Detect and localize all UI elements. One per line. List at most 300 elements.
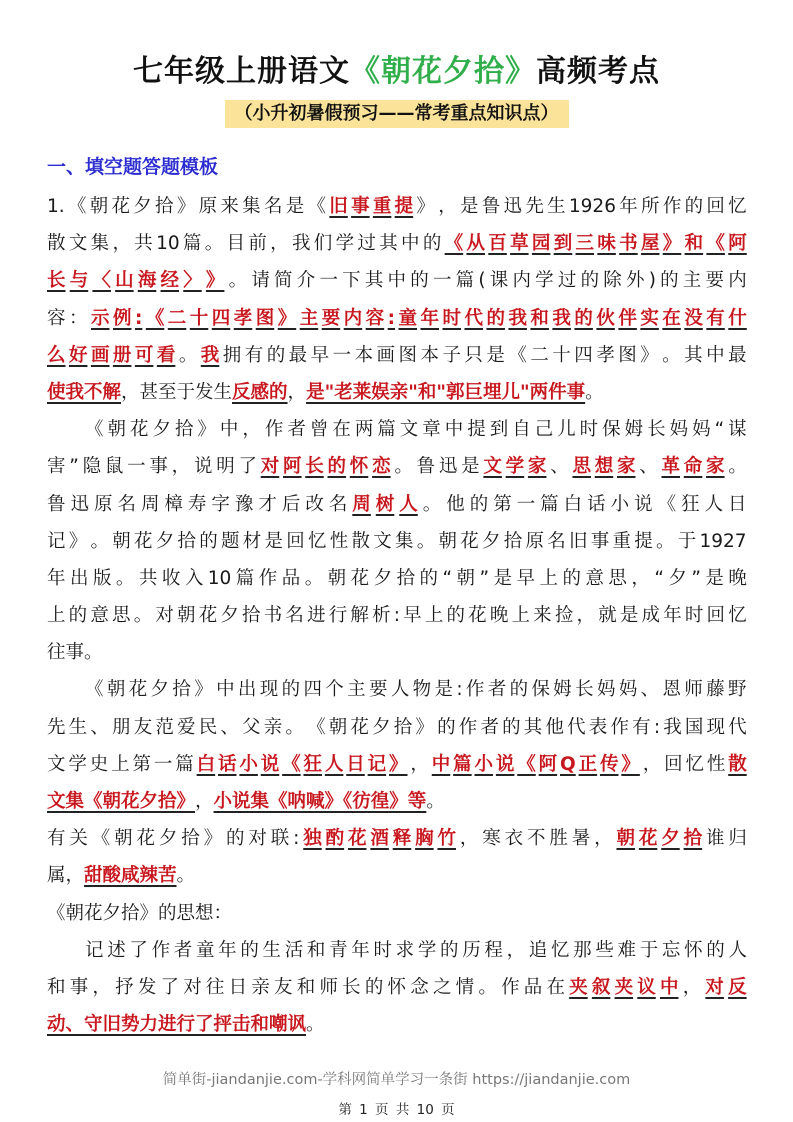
body-text-run: 代 <box>567 716 586 738</box>
body-text-run: 回 <box>706 196 725 217</box>
body-text-run: 朝 <box>438 530 458 552</box>
answer-highlight: 图 <box>255 307 275 329</box>
body-text-run: 旧 <box>569 530 588 552</box>
body-text-run: 要 <box>368 679 388 701</box>
answer-highlight: 使我不解 <box>47 381 122 403</box>
body-text-run: 进 <box>307 605 326 627</box>
answer-highlight: 散 <box>728 753 747 775</box>
body-text-run: 年 <box>351 939 370 961</box>
text-line <box>47 411 747 448</box>
body-text-run: ” <box>69 456 79 478</box>
body-text-run: 其 <box>379 233 398 255</box>
text-line <box>47 560 747 597</box>
answer-highlight: 竹 <box>437 828 456 850</box>
body-text-run: 忆 <box>550 939 570 961</box>
answer-highlight: 书 <box>619 233 638 255</box>
body-text-run: 民 <box>198 716 218 738</box>
body-text-run: 成 <box>641 605 661 627</box>
body-text-run: 之 <box>432 976 452 998</box>
body-text-run: ， <box>410 753 429 775</box>
body-text-run: “ <box>714 419 725 441</box>
body-text-run: 内 <box>728 270 747 292</box>
body-text-run: 白 <box>563 493 583 515</box>
answer-highlight: 传 <box>599 753 619 775</box>
answer-highlight: 家 <box>616 456 636 478</box>
body-text-run: 夕 <box>152 419 171 441</box>
body-text-run: 的 <box>509 679 529 701</box>
body-text-run: 篇 <box>235 567 255 589</box>
body-text-run: 鲁 <box>416 456 436 478</box>
body-text-run: 题 <box>221 530 240 552</box>
body-text-run: 原 <box>198 196 218 217</box>
text-line <box>47 709 747 746</box>
answer-highlight: 动、守旧势力进行了抨击和嘲讽 <box>47 1014 307 1036</box>
answer-highlight: 酒 <box>370 828 389 850</box>
body-text-run: 散 <box>351 530 371 552</box>
body-text-run: 和 <box>47 976 66 998</box>
body-text-run: 的 <box>419 567 439 589</box>
body-text-run: 1. <box>47 196 65 217</box>
body-text-run: 迅 <box>70 493 89 515</box>
body-text-run: 夕 <box>158 828 178 850</box>
body-text-run: 。 <box>422 493 442 515</box>
body-text-run: 现 <box>259 679 279 701</box>
body-text-run: 往 <box>205 976 225 998</box>
body-text-run: 篇 <box>455 270 475 292</box>
body-text-run: 的 <box>266 344 286 366</box>
answer-highlight: 长 <box>305 456 324 478</box>
body-text-run: 的 <box>68 605 88 627</box>
body-text-run: 时 <box>579 419 599 441</box>
body-text-run: 话 <box>587 493 606 515</box>
body-text-run: 己 <box>534 419 554 441</box>
answer-highlight: 伴 <box>618 307 637 329</box>
body-text-run: 他 <box>446 493 465 515</box>
answer-highlight: 小说集《呐喊》《彷徨》等 <box>213 791 427 812</box>
body-text-run: ， <box>576 605 596 627</box>
body-text-run: 在 <box>332 419 351 441</box>
body-text-run: 析 <box>372 605 391 627</box>
answer-highlight: 伙 <box>596 307 615 329</box>
body-text-run: 学 <box>68 753 87 775</box>
text-line <box>47 634 747 671</box>
body-text-run: 是 <box>461 456 480 478</box>
answer-highlight: 味 <box>597 233 616 255</box>
body-text-run: 忆 <box>308 530 327 552</box>
answer-highlight: 文集《朝花夕拾》 <box>47 791 196 812</box>
body-text-run: 最 <box>728 344 747 366</box>
title-suffix: 高频考点 <box>536 54 660 89</box>
answer-highlight: 四 <box>211 307 231 329</box>
body-text-run: 孝 <box>596 344 615 366</box>
body-text-run: 谁 <box>705 828 725 850</box>
answer-highlight: 革 <box>661 456 681 478</box>
body-text-run: 姆 <box>553 679 572 701</box>
body-text-run: 的 <box>364 976 384 998</box>
body-text-run: 者 <box>487 679 507 701</box>
body-text-run: 害 <box>47 456 66 478</box>
body-text-run: 对 <box>248 828 267 850</box>
body-text-run: 日 <box>728 493 747 515</box>
answer-highlight: 实 <box>640 307 659 329</box>
body-text-run: 花 <box>128 679 148 701</box>
text-line <box>47 448 747 485</box>
body-text-run: 拥 <box>222 344 242 366</box>
body-text-run: 四 <box>303 679 322 701</box>
body-text-run: 的 <box>199 530 218 552</box>
body-text-run: 时 <box>684 605 704 627</box>
answer-highlight: 《 <box>706 233 725 255</box>
answer-highlight: 重 <box>372 196 392 217</box>
body-text-run: 年 <box>619 196 638 217</box>
body-text-run: 父 <box>242 716 261 738</box>
answer-highlight: 《 <box>517 753 536 775</box>
body-text-run: 先 <box>47 716 66 738</box>
body-text-run: 篇 <box>377 419 396 441</box>
body-text-run: 年 <box>218 939 237 961</box>
body-text-run: 事 <box>149 456 168 478</box>
body-text-run: 过 <box>357 233 376 255</box>
answer-highlight: 经 <box>160 270 180 292</box>
body-text-run: 提 <box>467 419 486 441</box>
body-text-run: ： <box>68 307 88 329</box>
body-text-run: 拾 <box>396 567 416 589</box>
body-text-run: 物 <box>412 679 432 701</box>
body-text-run: 拾 <box>155 196 174 217</box>
body-text-run: 师 <box>684 679 703 701</box>
answer-highlight: 阿 <box>538 753 558 775</box>
body-text-run: ， <box>287 381 307 403</box>
body-text-run: 胜 <box>549 828 568 850</box>
answer-highlight: 》 <box>389 753 408 775</box>
body-text-run: 忆 <box>685 753 704 775</box>
body-text-run: 忆 <box>728 196 747 217</box>
body-text-run: ， <box>642 753 662 775</box>
answer-highlight: 话 <box>218 753 237 775</box>
body-text-run: 、 <box>220 716 239 738</box>
body-text-run: 上 <box>111 753 130 775</box>
body-text-run: 的 <box>240 939 259 961</box>
body-text-run: 花 <box>136 828 156 850</box>
body-text-run: 解 <box>350 605 369 627</box>
body-text-run: 的 <box>440 939 459 961</box>
body-text-run: 朝 <box>106 679 126 701</box>
body-text-run: 关 <box>69 828 88 850</box>
body-text-run: 寿 <box>187 493 207 515</box>
body-text-run: 是 <box>285 196 305 217</box>
body-text-run: 、 <box>550 456 569 478</box>
body-text-run: 先 <box>525 196 544 217</box>
answer-highlight: 》 <box>621 753 640 775</box>
body-text-run: 其 <box>684 344 703 366</box>
body-text-run: 内 <box>512 270 531 292</box>
body-text-run: 朝 <box>177 605 196 627</box>
body-text-run: 文 <box>373 530 392 552</box>
answer-highlight: 日 <box>346 753 365 775</box>
body-text-run: 小 <box>610 493 630 515</box>
body-text-run: 其 <box>523 716 543 738</box>
answer-highlight: 甜酸咸辣苦 <box>84 865 177 887</box>
body-text-run: 入 <box>184 567 204 589</box>
body-text-run: 者 <box>480 716 499 738</box>
body-text-run: 暑 <box>571 828 591 850</box>
body-text-run: 姆 <box>624 419 644 441</box>
body-text-run: 性 <box>329 530 349 552</box>
body-text-run: 花 <box>460 530 479 552</box>
body-text-run: : <box>293 828 300 850</box>
body-text-run: 。 <box>306 1014 325 1036</box>
body-text-run: 亲 <box>263 716 283 738</box>
body-text-run: 是 <box>493 567 513 589</box>
body-text-run: 拾 <box>393 716 413 738</box>
answer-highlight: 中 <box>659 976 679 998</box>
body-text-run: 目 <box>226 233 246 255</box>
body-text-run: 》 <box>640 344 659 366</box>
body-text-run: 《朝花夕拾》的思想： <box>47 902 233 924</box>
body-text-run: 的 <box>446 605 465 627</box>
answer-highlight: 白 <box>196 753 216 775</box>
body-text-run: 鲁 <box>481 196 501 217</box>
body-text-run: 些 <box>595 939 614 961</box>
body-text-run: 行 <box>328 605 348 627</box>
answer-highlight: 三 <box>575 233 595 255</box>
body-text-run: ) <box>648 270 656 292</box>
body-text-run: 迅 <box>503 196 523 217</box>
body-text-run: 意 <box>90 605 109 627</box>
answer-highlight: 时 <box>442 307 461 329</box>
answer-highlight: 家 <box>706 456 725 478</box>
answer-highlight: 代 <box>464 307 483 329</box>
body-text-run: ， <box>594 828 613 850</box>
body-text-run: 、 <box>90 716 109 738</box>
answer-highlight: 狂 <box>303 753 323 775</box>
body-text-run: 谋 <box>728 419 747 441</box>
answer-highlight: 内 <box>343 307 363 329</box>
body-text-run: 范 <box>155 716 174 738</box>
body-text-run: 一 <box>153 753 173 775</box>
body-text-run: : <box>456 679 463 701</box>
body-text-run: 记 <box>47 530 66 552</box>
body-text-run: 求 <box>395 939 415 961</box>
answer-highlight: 的 <box>486 307 505 329</box>
body-text-run: 名 <box>285 605 304 627</box>
body-text-run: 1926 <box>568 196 616 217</box>
answer-highlight: 独 <box>303 828 322 850</box>
body-text-run: 画 <box>376 344 396 366</box>
body-text-run: 夕 <box>220 605 239 627</box>
answer-highlight: 示 <box>90 307 110 329</box>
body-text-run: 作 <box>264 419 284 441</box>
body-text-run: ， <box>459 828 479 850</box>
body-text-run: 是 <box>264 530 284 552</box>
body-text-run: 花 <box>129 419 149 441</box>
answer-highlight: 花 <box>347 828 367 850</box>
body-text-run: 一 <box>332 344 352 366</box>
body-text-run: 篇 <box>175 753 194 775</box>
body-text-run: 回 <box>664 753 683 775</box>
body-text-run: 述 <box>107 939 126 961</box>
body-text-run: 友 <box>133 716 153 738</box>
body-text-run: 十 <box>552 344 571 366</box>
body-text-run: 《 <box>657 493 677 515</box>
body-text-run: 捡 <box>554 605 574 627</box>
body-text-run: 时 <box>373 939 392 961</box>
body-text-run: 个 <box>325 679 344 701</box>
body-text-run: 主 <box>682 270 702 292</box>
answer-highlight: 的 <box>574 307 593 329</box>
body-text-run: 友 <box>274 976 293 998</box>
body-text-run: 发 <box>137 976 157 998</box>
body-text-run: 现 <box>706 716 726 738</box>
body-text-run: 恩 <box>662 679 682 701</box>
body-text-run: 回 <box>286 530 305 552</box>
body-text-run: 夕 <box>150 679 170 701</box>
body-text-run: 第 <box>132 753 152 775</box>
body-text-run: 说 <box>634 493 653 515</box>
body-text-run: 文 <box>47 753 66 775</box>
answer-highlight: 么 <box>47 344 66 366</box>
text-line <box>47 337 747 374</box>
answer-highlight: 从 <box>466 233 485 255</box>
body-text-run: 花 <box>198 605 218 627</box>
body-text-run: 其 <box>364 270 384 292</box>
answer-highlight: 童 <box>398 307 418 329</box>
body-text-run: 朝 <box>456 567 476 589</box>
body-text-run: 中 <box>387 270 407 292</box>
body-text-run: 夕 <box>155 530 175 552</box>
body-text-run: ， <box>195 791 214 812</box>
body-text-run: 表 <box>588 716 608 738</box>
body-text-run: 事 <box>69 976 89 998</box>
text-line <box>47 746 747 783</box>
section-heading: 一、填空题答题模板 <box>47 156 219 178</box>
text-line <box>47 932 747 969</box>
body-text-run: 人 <box>728 939 747 961</box>
body-text-run: 中 <box>216 679 235 701</box>
body-text-run: 。 <box>115 567 135 589</box>
body-text-run: 儿 <box>557 419 576 441</box>
body-text-run: 亲 <box>251 976 270 998</box>
text-line <box>47 597 747 634</box>
body-text-run: ， <box>92 976 111 998</box>
body-text-run: 中 <box>706 344 725 366</box>
body-text-run: 学 <box>417 939 437 961</box>
body-text-run: 夕 <box>482 530 501 552</box>
body-text-run: 字 <box>211 493 230 515</box>
body-text-run: 隐 <box>82 456 102 478</box>
body-text-run: 怀 <box>387 976 407 998</box>
body-text-run: 一 <box>516 493 536 515</box>
body-text-run: 豫 <box>234 493 254 515</box>
body-text-run: 。 <box>416 530 436 552</box>
body-text-run: 回 <box>706 605 726 627</box>
body-text-run: 两 <box>354 419 374 441</box>
body-text-run: 图 <box>618 344 637 366</box>
body-text-run: 课 <box>489 270 509 292</box>
body-text-run: 原 <box>93 493 113 515</box>
answer-highlight: 》 <box>662 233 682 255</box>
answer-highlight: 酌 <box>325 828 345 850</box>
body-text-run: 中 <box>444 419 464 441</box>
body-text-run: 花 <box>111 196 130 217</box>
body-text-run: 人 <box>704 493 724 515</box>
body-text-run: ， <box>682 976 702 998</box>
text-line <box>47 969 747 1006</box>
body-text-run: 我 <box>291 233 311 255</box>
body-text-run: 性 <box>706 753 726 775</box>
body-text-run: 花 <box>468 605 487 627</box>
answer-highlight: 长 <box>47 270 66 292</box>
answer-highlight: 山 <box>115 270 134 292</box>
body-text-run: 藤 <box>706 679 725 701</box>
body-text-run: 、 <box>639 456 658 478</box>
answer-highlight: 命 <box>683 456 703 478</box>
text-line <box>47 225 747 262</box>
body-text-run: 朋 <box>112 716 131 738</box>
body-text-run: 抒 <box>115 976 134 998</box>
body-text-run: 爱 <box>177 716 196 738</box>
body-text-run: 》 <box>68 530 88 552</box>
body-text-run: : <box>393 605 400 627</box>
body-text-run: 出 <box>237 679 257 701</box>
text-line <box>47 820 747 857</box>
body-text-run: 共 <box>138 567 158 589</box>
body-text-run: 作 <box>151 939 171 961</box>
answer-highlight: 》 <box>277 307 297 329</box>
body-text-run: 生 <box>547 196 566 217</box>
body-text-run: 青 <box>329 939 348 961</box>
body-text-run: 图 <box>398 344 418 366</box>
body-text-run: 改 <box>305 493 324 515</box>
body-text-run: 来 <box>220 196 239 217</box>
answer-highlight: 中 <box>431 753 451 775</box>
body-text-run: 和 <box>296 976 316 998</box>
title-prefix: 七年级上册语文 <box>133 54 350 89</box>
text-line <box>47 895 747 932</box>
answer-highlight: 画 <box>90 344 110 366</box>
body-text-run: 除 <box>603 270 622 292</box>
body-text-run: 品 <box>523 976 543 998</box>
body-text-run: 忘 <box>661 939 681 961</box>
answer-highlight: 没 <box>684 307 703 329</box>
body-text-run: 作 <box>458 716 478 738</box>
body-text-run: 了 <box>238 456 257 478</box>
body-text-run: 自 <box>512 419 531 441</box>
text-line <box>47 1006 747 1043</box>
body-text-run: 名 <box>117 493 136 515</box>
body-text-run: 长 <box>575 679 594 701</box>
body-text-run: 属， <box>47 865 85 887</box>
body-text-run: 上 <box>47 605 66 627</box>
answer-highlight: 我 <box>508 307 527 329</box>
answer-highlight: 要 <box>321 307 341 329</box>
body-text-run: 《 <box>91 828 111 850</box>
body-text-run: 记 <box>85 939 104 961</box>
body-text-run: 说 <box>193 456 213 478</box>
answer-highlight: : <box>134 307 143 329</box>
answer-highlight: 册 <box>112 344 132 366</box>
body-text-run: 》 <box>194 679 213 701</box>
body-text-run: 。 <box>662 344 681 366</box>
answer-highlight: 〈 <box>92 270 111 292</box>
body-text-run: 上 <box>511 605 531 627</box>
body-text-run: ， <box>242 419 261 441</box>
body-text-run: 代 <box>728 716 747 738</box>
body-text-run: 二 <box>530 344 549 366</box>
body-text-run: 1927 <box>699 530 747 552</box>
body-text-run: 那 <box>573 939 592 961</box>
body-text-run: ， <box>631 567 650 589</box>
